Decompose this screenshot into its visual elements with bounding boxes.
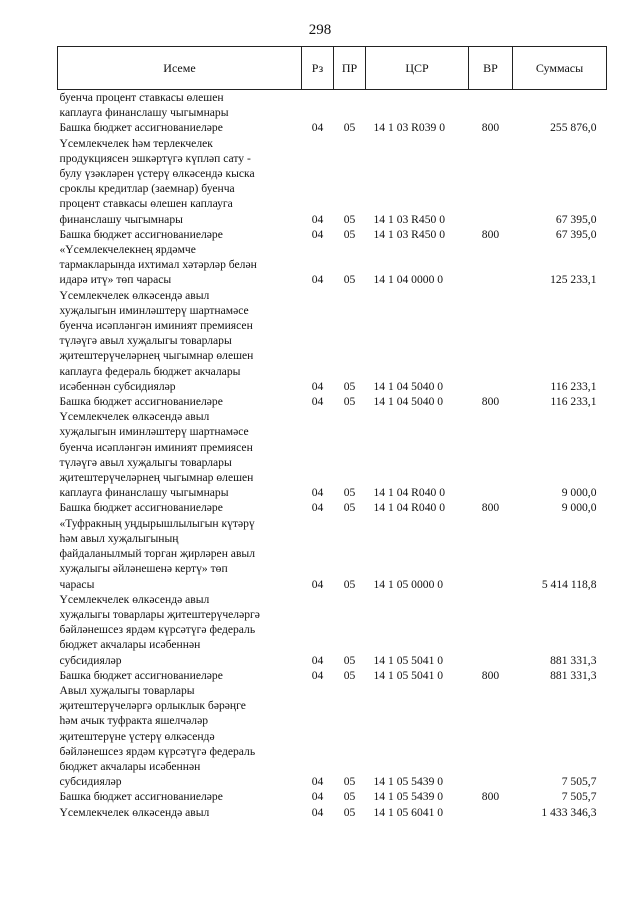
row-rz: 04 — [311, 486, 324, 500]
row-name-line: буенча исәпләнгән иминият премиясен — [59, 319, 253, 333]
row-rz — [302, 90, 334, 121]
row-rz: 04 — [311, 775, 324, 789]
row-name-line: «Туфракның уңдырышлылыгын күтәрү — [59, 516, 255, 530]
table-row — [58, 394, 607, 409]
row-rz: 04 — [311, 501, 324, 515]
table-row — [58, 90, 607, 121]
row-pr — [334, 90, 366, 121]
row-name — [58, 90, 302, 121]
row-name-line: сроклы кредитлар (заемнар) буенча — [59, 182, 235, 196]
row-csr: 14 1 05 0000 0 — [373, 577, 444, 591]
row-name-line: Үсемлекчелек өлкәсендә авыл — [59, 288, 210, 302]
table-row — [58, 120, 607, 135]
row-rz: 04 — [311, 227, 324, 241]
row-vr — [469, 90, 513, 121]
table-row — [58, 805, 607, 820]
row-sum: 116 233,1 — [550, 395, 597, 409]
row-pr: 05 — [343, 486, 356, 500]
row-name-line: хуҗалыгын иминләштерү шартнамәсе — [59, 425, 249, 439]
row-sum: 255 876,0 — [550, 121, 597, 135]
row-sum: 67 395,0 — [555, 227, 597, 241]
row-name-line: бюджет акчалары исәбеннән — [59, 759, 201, 773]
row-name-line: финанслашу чыгымнары — [59, 212, 183, 226]
row-name-line: идарә итү» төп чарасы — [59, 273, 172, 287]
row-sum: 5 414 118,8 — [541, 577, 597, 591]
row-name — [58, 242, 302, 288]
table-row — [58, 242, 607, 288]
header-pr: ПР — [334, 47, 366, 90]
row-rz: 04 — [311, 805, 324, 819]
row-pr: 05 — [343, 121, 356, 135]
header-sum: Суммасы — [513, 47, 607, 90]
table-row — [58, 516, 607, 592]
row-csr: 14 1 03 R450 0 — [373, 227, 445, 241]
row-pr: 05 — [343, 577, 356, 591]
row-pr: 05 — [343, 379, 356, 393]
row-name — [58, 136, 302, 227]
table-row — [58, 288, 607, 394]
row-csr: 14 1 04 R040 0 — [373, 501, 445, 515]
row-name-line: файдаланылмый торган җирләрен авыл — [59, 547, 255, 561]
row-vr: 800 — [481, 121, 500, 135]
row-rz: 04 — [311, 790, 324, 804]
row-vr: 800 — [481, 790, 500, 804]
row-name — [58, 227, 302, 242]
row-name-line: чарасы — [59, 577, 95, 591]
row-name — [58, 288, 302, 394]
row-pr: 05 — [343, 212, 356, 226]
row-rz: 04 — [311, 577, 324, 591]
row-vr — [469, 136, 513, 227]
row-pr: 05 — [343, 668, 356, 682]
row-csr: 14 1 04 0000 0 — [373, 273, 444, 287]
table-row — [58, 668, 607, 683]
row-vr — [469, 242, 513, 288]
row-name-line: субсидияләр — [59, 775, 122, 789]
row-name — [58, 683, 302, 789]
table-row — [58, 500, 607, 515]
row-vr — [469, 592, 513, 668]
row-name-line: каплауга финанслашу чыгымнары — [59, 106, 229, 120]
row-name-line: булу үзәкләрен үстерү өлкәсендә кыска — [59, 167, 255, 181]
row-name-line: исәбеннән субсидияләр — [59, 379, 176, 393]
row-sum: 9 000,0 — [561, 501, 597, 515]
row-csr: 14 1 03 R450 0 — [373, 212, 445, 226]
row-csr: 14 1 05 5041 0 — [373, 653, 444, 667]
row-name-line: Башка бюджет ассигнованиеләре — [59, 227, 223, 241]
row-vr — [469, 409, 513, 500]
row-csr: 14 1 05 6041 0 — [373, 805, 444, 819]
row-name-line: түләүгә авыл хуҗалыгы товарлары — [59, 334, 232, 348]
row-name-line: һәм авыл хуҗалыгының — [59, 531, 179, 545]
row-rz: 04 — [311, 379, 324, 393]
row-name-line: Авыл хуҗалыгы товарлары — [59, 683, 195, 697]
row-vr — [469, 805, 513, 820]
row-pr: 05 — [343, 273, 356, 287]
row-name — [58, 409, 302, 500]
row-name-line: бәйләнешсез ярдәм күрсәтүгә федераль — [59, 623, 256, 637]
row-vr: 800 — [481, 395, 500, 409]
row-name-line: Башка бюджет ассигнованиеләре — [59, 395, 223, 409]
row-name — [58, 805, 302, 820]
row-csr: 14 1 04 R040 0 — [373, 486, 445, 500]
table-row — [58, 683, 607, 789]
row-name — [58, 394, 302, 409]
table-header — [58, 47, 607, 90]
row-name-line: субсидияләр — [59, 653, 122, 667]
row-csr: 14 1 05 5439 0 — [373, 775, 444, 789]
row-name — [58, 500, 302, 515]
row-sum: 881 331,3 — [550, 653, 597, 667]
row-name-line: продукциясен эшкәртүгә күпләп сату - — [59, 151, 251, 165]
row-pr: 05 — [343, 395, 356, 409]
row-name-line: хуҗалыгы әйләнешенә кертү» төп — [59, 562, 228, 576]
row-name-line: җитештерүчеләрнең чыгымнар өлешен — [59, 349, 254, 363]
row-name — [58, 668, 302, 683]
row-name-line: Башка бюджет ассигнованиеләре — [59, 668, 223, 682]
row-csr: 14 1 05 5041 0 — [373, 668, 444, 682]
row-rz: 04 — [311, 668, 324, 682]
row-name — [58, 592, 302, 668]
row-rz: 04 — [311, 121, 324, 135]
row-sum: 7 505,7 — [561, 790, 597, 804]
row-rz: 04 — [311, 212, 324, 226]
row-name-line: Үсемлекчелек өлкәсендә авыл — [59, 592, 210, 606]
row-name-line: Башка бюджет ассигнованиеләре — [59, 790, 223, 804]
row-pr: 05 — [343, 805, 356, 819]
row-name-line: «Үсемлекчелекнең ярдәмче — [59, 243, 196, 257]
row-sum: 1 433 346,3 — [541, 805, 597, 819]
row-vr — [469, 288, 513, 394]
table-row — [58, 136, 607, 227]
row-name-line: Башка бюджет ассигнованиеләре — [59, 121, 223, 135]
row-name-line: буенча исәпләнгән иминият премиясен — [59, 440, 253, 454]
row-pr: 05 — [343, 775, 356, 789]
row-sum: 116 233,1 — [550, 379, 597, 393]
row-csr: 14 1 04 5040 0 — [373, 395, 444, 409]
row-name-line: буенча процент ставкасы өлешен — [59, 91, 224, 104]
header-vr: ВР — [469, 47, 513, 90]
row-csr: 14 1 03 R039 0 — [373, 121, 445, 135]
row-name-line: каплауга финанслашу чыгымнары — [59, 486, 229, 500]
row-name-line: җитештерүне үстерү өлкәсендә — [59, 729, 215, 743]
header-rz: Рз — [302, 47, 334, 90]
row-csr: 14 1 05 5439 0 — [373, 790, 444, 804]
budget-table — [57, 46, 607, 820]
row-name — [58, 789, 302, 804]
row-name-line: тармакларында ихтимал хәтәрләр белән — [59, 258, 257, 272]
row-sum — [513, 90, 607, 121]
row-vr: 800 — [481, 227, 500, 241]
row-name-line: һәм ачык туфракта яшелчәләр — [59, 714, 209, 728]
table-body — [58, 90, 607, 820]
row-sum: 881 331,3 — [550, 668, 597, 682]
row-vr: 800 — [481, 501, 500, 515]
table-row — [58, 409, 607, 500]
row-sum: 67 395,0 — [555, 212, 597, 226]
row-name-line: җитештерүчеләрнең чыгымнар өлешен — [59, 471, 254, 485]
row-name-line: Үсемлекчелек өлкәсендә авыл — [59, 805, 210, 819]
row-pr: 05 — [343, 227, 356, 241]
header-csr: ЦСР — [366, 47, 469, 90]
row-name-line: процент ставкасы өлешен каплауга — [59, 197, 233, 211]
row-name-line: хуҗалыгы товарлары җитештерүчеләргә — [59, 607, 260, 621]
row-vr: 800 — [481, 668, 500, 682]
row-rz: 04 — [311, 653, 324, 667]
row-name-line: Башка бюджет ассигнованиеләре — [59, 501, 223, 515]
row-sum: 125 233,1 — [550, 273, 597, 287]
row-csr — [366, 90, 469, 121]
header-name: Исеме — [58, 47, 302, 90]
row-name-line: хуҗалыгын иминләштерү шартнамәсе — [59, 303, 249, 317]
row-csr: 14 1 04 5040 0 — [373, 379, 444, 393]
row-name-line: җитештерүчеләргә орлыклык бәрәңге — [59, 699, 246, 713]
row-rz: 04 — [311, 395, 324, 409]
row-name-line: Үсемлекчелек өлкәсендә авыл — [59, 410, 210, 424]
table-row — [58, 789, 607, 804]
row-vr — [469, 516, 513, 592]
table-row — [58, 227, 607, 242]
row-name-line: бәйләнешсез ярдәм күрсәтүгә федераль — [59, 744, 256, 758]
row-pr: 05 — [343, 790, 356, 804]
row-name — [58, 516, 302, 592]
row-name-line: түләүгә авыл хуҗалыгы товарлары — [59, 455, 232, 469]
row-name-line: бюджет акчалары исәбеннән — [59, 638, 201, 652]
row-name — [58, 120, 302, 135]
row-vr — [469, 683, 513, 789]
row-name-line: Үсемлекчелек һәм терлекчелек — [59, 136, 213, 150]
page-number: 298 — [308, 22, 332, 38]
table-row — [58, 592, 607, 668]
row-sum: 9 000,0 — [561, 486, 597, 500]
row-rz: 04 — [311, 273, 324, 287]
row-sum: 7 505,7 — [561, 775, 597, 789]
row-pr: 05 — [343, 501, 356, 515]
row-name-line: каплауга федераль бюджет акчалары — [59, 364, 241, 378]
row-pr: 05 — [343, 653, 356, 667]
